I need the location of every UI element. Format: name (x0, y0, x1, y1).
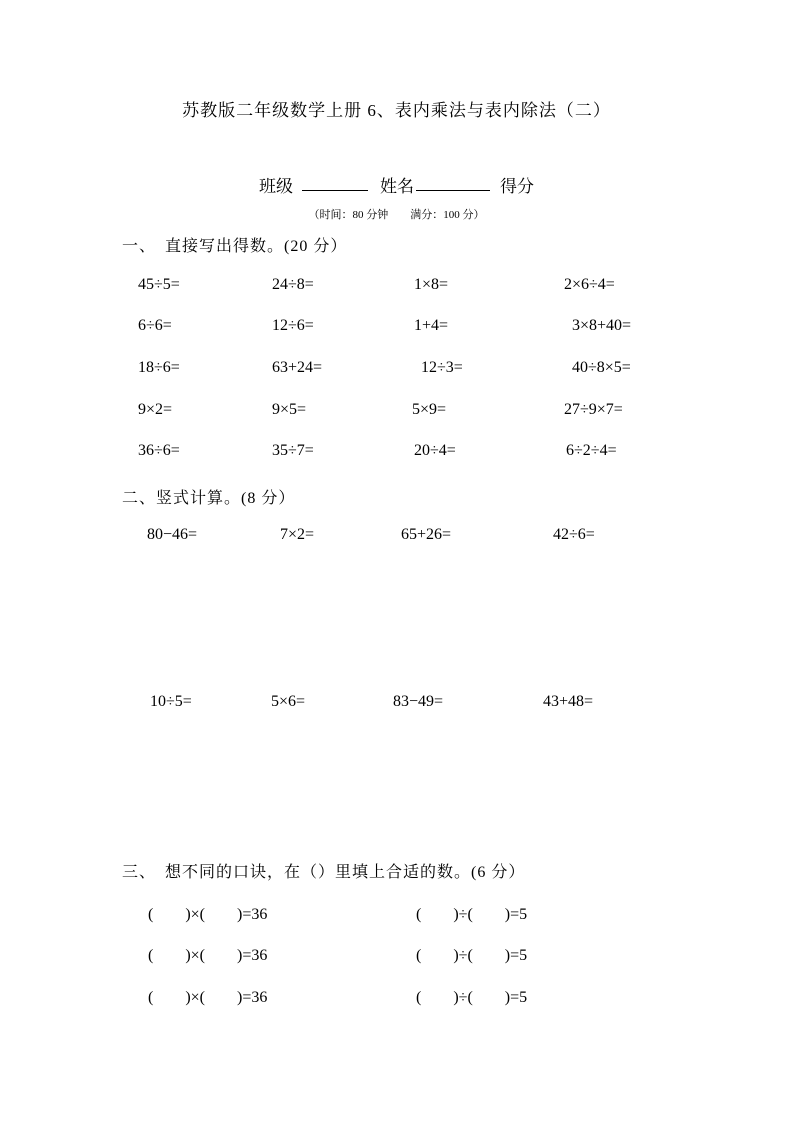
problem: 6÷6= (138, 317, 172, 334)
problem: 18÷6= (138, 359, 180, 376)
problem: 5×6= (271, 693, 306, 710)
problem: 83−49= (393, 693, 444, 710)
problem: 24÷8= (272, 276, 314, 293)
problem: 9×2= (138, 401, 173, 418)
problem: 2×6÷4= (564, 276, 615, 293)
problem: 6÷2÷4= (566, 442, 617, 459)
page-title: 苏教版二年级数学上册 6、表内乘法与表内除法（二） (182, 101, 611, 120)
fill-blank-problem[interactable]: ( )÷( )=5 (416, 989, 528, 1006)
class-label: 班级 (259, 177, 293, 196)
problem: 12÷3= (421, 359, 463, 376)
problem: 1×8= (414, 276, 449, 293)
problem: 42÷6= (553, 526, 595, 543)
section3-heading: 三、 想不同的口诀，在（）里填上合适的数。(6 分） (122, 864, 526, 881)
fill-blank-problem[interactable]: ( )×( )=36 (148, 947, 268, 964)
fill-blank-problem[interactable]: ( )×( )=36 (148, 906, 268, 923)
name-blank[interactable] (416, 172, 490, 193)
fill-blank-problem[interactable]: ( )÷( )=5 (416, 947, 528, 964)
fill-blank-problem[interactable]: ( )÷( )=5 (416, 906, 528, 923)
section1-heading: 一、 直接写出得数。(20 分） (122, 238, 348, 255)
problem: 3×8+40= (572, 317, 632, 334)
problem: 40÷8×5= (572, 359, 631, 376)
problem: 45÷5= (138, 276, 180, 293)
problem: 43+48= (543, 693, 594, 710)
problem: 27÷9×7= (564, 401, 623, 418)
problem: 65+26= (401, 526, 452, 543)
problem: 80−46= (147, 526, 198, 543)
fill-blank-problem[interactable]: ( )×( )=36 (148, 989, 268, 1006)
section2-heading: 二、竖式计算。(8 分） (122, 490, 296, 507)
problem: 9×5= (272, 401, 307, 418)
time-note: （时间：80 分钟 满分：100 分） (308, 209, 485, 221)
problem: 7×2= (280, 526, 315, 543)
score-label: 得分 (500, 177, 534, 196)
problem: 36÷6= (138, 442, 180, 459)
problem: 10÷5= (150, 693, 192, 710)
class-blank[interactable] (302, 172, 368, 193)
problem: 12÷6= (272, 317, 314, 334)
problem: 35÷7= (272, 442, 314, 459)
problem: 63+24= (272, 359, 323, 376)
problem: 5×9= (412, 401, 447, 418)
name-label: 姓名 (380, 177, 414, 196)
problem: 1+4= (414, 317, 449, 334)
problem: 20÷4= (414, 442, 456, 459)
